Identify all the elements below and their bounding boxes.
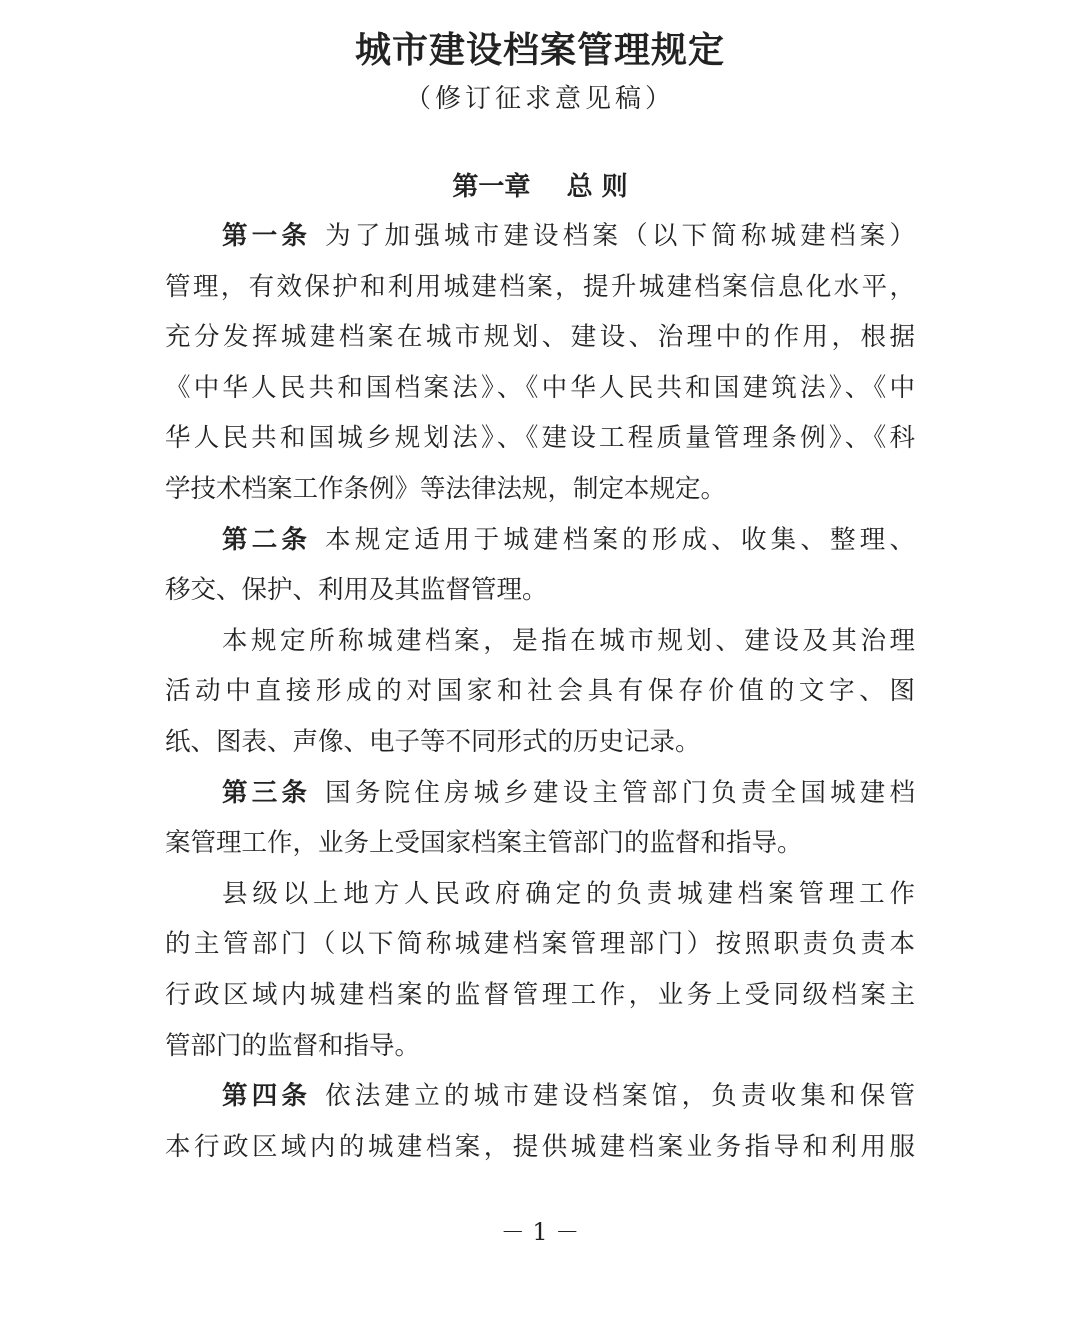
paragraph-line: 纸、图表、声像、电子等不同形式的历史记录。 (165, 726, 701, 757)
paragraph-line: 移交、保护、利用及其监督管理。 (165, 575, 548, 606)
paragraph-line (165, 771, 915, 822)
paragraph-line: 县级以上地方人民政府确定的负责城建档案管理工作 (222, 878, 915, 909)
paragraph-line (165, 518, 915, 569)
line-text: 依法建立的城市建设档案馆，负责收集和保管 (325, 1081, 915, 1112)
line-text: 本规定适用于城建档案的形成、收集、整理、 (325, 524, 915, 555)
article-lead: 第二条 (222, 524, 312, 555)
paragraph-line: 《中华人民共和国档案法》、《中华人民共和国建筑法》、《中 (165, 372, 915, 403)
document-body (165, 214, 915, 1175)
paragraph-line: 案管理工作，业务上受国家档案主管部门的监督和指导。 (165, 828, 803, 859)
paragraph-line (165, 214, 915, 265)
paragraph-line: 学技术档案工作条例》等法律法规，制定本规定。 (165, 473, 727, 504)
paragraph-line: 充分发挥城建档案在城市规划、建设、治理中的作用，根据 (165, 322, 915, 353)
chapter-number: 第一章 (452, 172, 531, 202)
article-lead: 第四条 (222, 1081, 312, 1112)
paragraph-line: 华人民共和国城乡规划法》、《建设工程质量管理条例》、《科 (165, 423, 915, 454)
chapter-heading (0, 166, 1080, 203)
paragraph-line: 本行政区域内的城建档案，提供城建档案业务指导和利用服 (165, 1131, 915, 1162)
paragraph-line (165, 1074, 915, 1125)
paragraph-line: 行政区域内城建档案的监督管理工作，业务上受同级档案主 (165, 979, 915, 1010)
paragraph-line: 管部门的监督和指导。 (165, 1030, 421, 1061)
paragraph-line: 活动中直接形成的对国家和社会具有保存价值的文字、图 (165, 676, 915, 707)
line-text: 为了加强城市建设档案（以下简称城建档案） (325, 221, 915, 251)
line-text: 国务院住房城乡建设主管部门负责全国城建档 (325, 777, 915, 808)
document-subtitle: （修订征求意见稿） (404, 84, 675, 114)
page-number: － 1 － (500, 1218, 580, 1246)
article-lead: 第三条 (222, 777, 312, 808)
document-title: 城市建设档案管理规定 (354, 29, 725, 71)
article-lead: 第一条 (222, 221, 312, 251)
chapter-name: 总 则 (566, 172, 628, 202)
paragraph-line: 的主管部门（以下简称城建档案管理部门）按照职责负责本 (165, 929, 915, 960)
paragraph-line: 本规定所称城建档案，是指在城市规划、建设及其治理 (222, 625, 915, 656)
paragraph-line: 管理，有效保护和利用城建档案，提升城建档案信息化水平， (165, 271, 915, 302)
